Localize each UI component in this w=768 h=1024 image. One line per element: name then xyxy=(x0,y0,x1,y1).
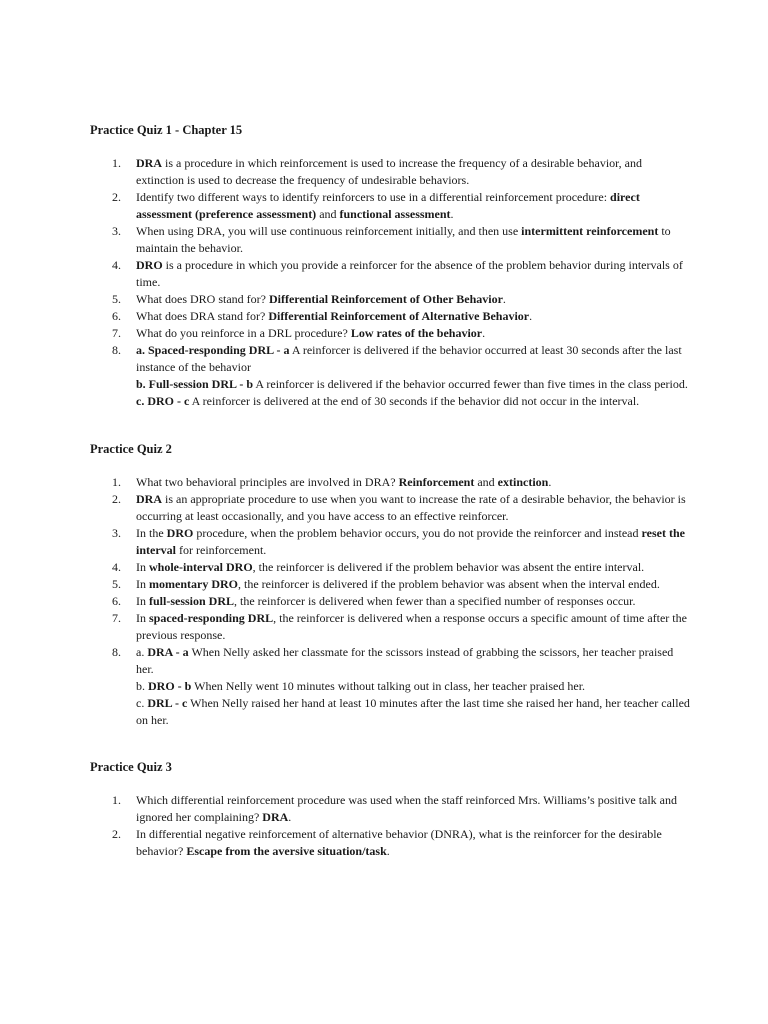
list-item xyxy=(90,826,690,860)
bold-answer: direct assessment (preference assessment) xyxy=(136,190,640,221)
bold-answer: Reinforcement xyxy=(398,475,475,489)
sub-item xyxy=(136,393,690,410)
item-number: 8. xyxy=(112,645,121,659)
bold-answer: a. Spaced-responding DRL - a xyxy=(136,343,290,357)
item-number: 5. xyxy=(112,577,121,591)
bold-answer: intermittent reinforcement xyxy=(521,224,659,238)
bold-answer: DRO - b xyxy=(148,679,192,693)
bold-answer: DRA xyxy=(136,492,162,506)
bold-answer: Differential Reinforcement of Other Behavior xyxy=(268,292,503,306)
quiz3-title: Practice Quiz 3 xyxy=(90,760,172,774)
list-item xyxy=(90,474,690,491)
item-number: 7. xyxy=(112,611,121,625)
item-text: In xyxy=(136,611,149,625)
item-text: , the reinforcer is delivered when a response occurs a specific amount of time after the previous response. xyxy=(136,611,687,642)
item-text: Identify two different ways to identify reinforcers to use in a differential reinforcement procedure: xyxy=(136,190,611,204)
bold-answer: full-session DRL xyxy=(149,594,235,608)
quiz1-list xyxy=(90,155,690,410)
item-text: When using DRA, you will use continuous reinforcement initially, and then use xyxy=(136,224,522,238)
list-item xyxy=(90,257,690,291)
item-text: b. xyxy=(136,679,148,693)
item-number: 4. xyxy=(112,258,121,272)
list-item xyxy=(90,792,690,826)
item-text: In differential negative reinforcement of alternative behavior (DNRA), what is the reinforcer for the desirable behavior? xyxy=(136,827,662,858)
item-text: When Nelly raised her hand at least 10 minutes after the last time she raised her hand, her teacher called on her. xyxy=(136,696,690,727)
item-text: A reinforcer is delivered if the behavior occurred fewer than five times in the class period. xyxy=(253,377,688,391)
list-item xyxy=(90,155,690,189)
item-text: , the reinforcer is delivered if the problem behavior was absent when the interval ended. xyxy=(237,577,660,591)
item-text: to maintain the behavior. xyxy=(136,224,671,255)
bold-answer: spaced-responding DRL xyxy=(149,611,274,625)
list-item xyxy=(90,223,690,257)
item-text: A reinforcer is delivered if the behavior occurred at least 30 seconds after the last instance of the behavior xyxy=(136,343,682,374)
bold-answer: DRL - c xyxy=(147,696,188,710)
item-text: When Nelly asked her classmate for the scissors instead of grabbing the scissors, her teacher praised her. xyxy=(136,645,674,676)
item-text: In the xyxy=(136,526,167,540)
item-text: . xyxy=(386,844,390,858)
item-text: and xyxy=(474,475,498,489)
item-number: 2. xyxy=(112,827,121,841)
item-number: 1. xyxy=(112,475,121,489)
item-number: 2. xyxy=(112,190,121,204)
quiz2-title: Practice Quiz 2 xyxy=(90,442,172,456)
item-text: . xyxy=(502,292,506,306)
list-item xyxy=(90,576,690,593)
list-item xyxy=(90,525,690,559)
bold-answer: DRO xyxy=(136,258,163,272)
bold-answer: momentary DRO xyxy=(149,577,238,591)
item-text: a. xyxy=(136,645,148,659)
bold-answer: DRA - a xyxy=(147,645,189,659)
item-number: 6. xyxy=(112,309,121,323)
item-number: 2. xyxy=(112,492,121,506)
list-item xyxy=(90,308,690,325)
quiz3-section xyxy=(90,759,690,860)
item-text: . xyxy=(529,309,533,323)
item-number: 1. xyxy=(112,793,121,807)
item-text: A reinforcer is delivered at the end of 30 seconds if the behavior did not occur in the interval. xyxy=(189,394,640,408)
quiz1-section xyxy=(90,122,690,410)
bold-answer: extinction xyxy=(497,475,549,489)
list-item xyxy=(90,291,690,308)
item-text: and xyxy=(316,207,340,221)
list-item xyxy=(90,559,690,576)
item-text: is a procedure in which reinforcement is used to increase the frequency of a desirable behavior, and extinction is used to decrease the frequency of undesirable behaviors. xyxy=(136,156,642,187)
item-number: 6. xyxy=(112,594,121,608)
item-text: When Nelly went 10 minutes without talking out in class, her teacher praised her. xyxy=(191,679,586,693)
item-number: 1. xyxy=(112,156,121,170)
item-text: In xyxy=(136,577,149,591)
sub-item xyxy=(136,644,690,678)
item-text: What do you reinforce in a DRL procedure? xyxy=(136,326,351,340)
item-number: 4. xyxy=(112,560,121,574)
item-text: for reinforcement. xyxy=(176,543,267,557)
list-item xyxy=(90,644,690,729)
item-text: , the reinforcer is delivered if the problem behavior was absent the entire interval. xyxy=(252,560,645,574)
item-text: What two behavioral principles are involved in DRA? xyxy=(136,475,399,489)
quiz3-list xyxy=(90,792,690,860)
item-text: is an appropriate procedure to use when you want to increase the rate of a desirable behavior, the behavior is occurring at least occasionally, and you have access to an effective reinforcer. xyxy=(136,492,686,523)
quiz2-list xyxy=(90,474,690,729)
bold-answer: DRA xyxy=(262,810,289,824)
item-number: 3. xyxy=(112,526,121,540)
item-text: c. xyxy=(136,696,148,710)
sub-item xyxy=(136,695,690,729)
list-item xyxy=(90,593,690,610)
quiz1-title: Practice Quiz 1 - Chapter 15 xyxy=(90,123,243,137)
bold-answer: Escape from the aversive situation/task xyxy=(186,844,387,858)
item-number: 5. xyxy=(112,292,121,306)
item-text: In xyxy=(136,560,149,574)
item-text: procedure, when the problem behavior occurs, you do not provide the reinforcer and instead xyxy=(193,526,642,540)
list-item xyxy=(90,342,690,410)
bold-answer: whole-interval DRO xyxy=(149,560,253,574)
item-text: Which differential reinforcement procedure was used when the staff reinforced Mrs. Williams’s positive talk and ignored her complaining? xyxy=(136,793,678,824)
bold-answer: Low rates of the behavior xyxy=(350,326,483,340)
item-text: What does DRA stand for? xyxy=(136,309,269,323)
sub-item xyxy=(136,342,690,376)
quiz2-section xyxy=(90,441,690,729)
bold-answer: c. DRO - c xyxy=(136,394,190,408)
bold-answer: DRO xyxy=(166,526,194,540)
item-number: 3. xyxy=(112,224,121,238)
item-text: . xyxy=(450,207,454,221)
item-text: What does DRO stand for? xyxy=(136,292,269,306)
list-item xyxy=(90,189,690,223)
bold-answer: b. Full-session DRL - b xyxy=(136,377,254,391)
item-text: . xyxy=(482,326,486,340)
item-number: 7. xyxy=(112,326,121,340)
bold-answer: DRA xyxy=(136,156,162,170)
list-item xyxy=(90,491,690,525)
item-number: 8. xyxy=(112,343,121,357)
list-item xyxy=(90,610,690,644)
item-text: is a procedure in which you provide a reinforcer for the absence of the problem behavior during intervals of time. xyxy=(136,258,683,289)
item-text: , the reinforcer is delivered when fewer than a specified number of responses occur. xyxy=(234,594,636,608)
sub-item xyxy=(136,678,690,695)
bold-answer: functional assessment xyxy=(339,207,451,221)
bold-answer: Differential Reinforcement of Alternative Behavior xyxy=(268,309,530,323)
item-text: . xyxy=(288,810,292,824)
sub-item xyxy=(136,376,690,393)
item-text: . xyxy=(548,475,552,489)
item-text: In xyxy=(136,594,149,608)
bold-answer: reset the interval xyxy=(136,526,685,557)
list-item xyxy=(90,325,690,342)
document-page xyxy=(90,122,690,860)
